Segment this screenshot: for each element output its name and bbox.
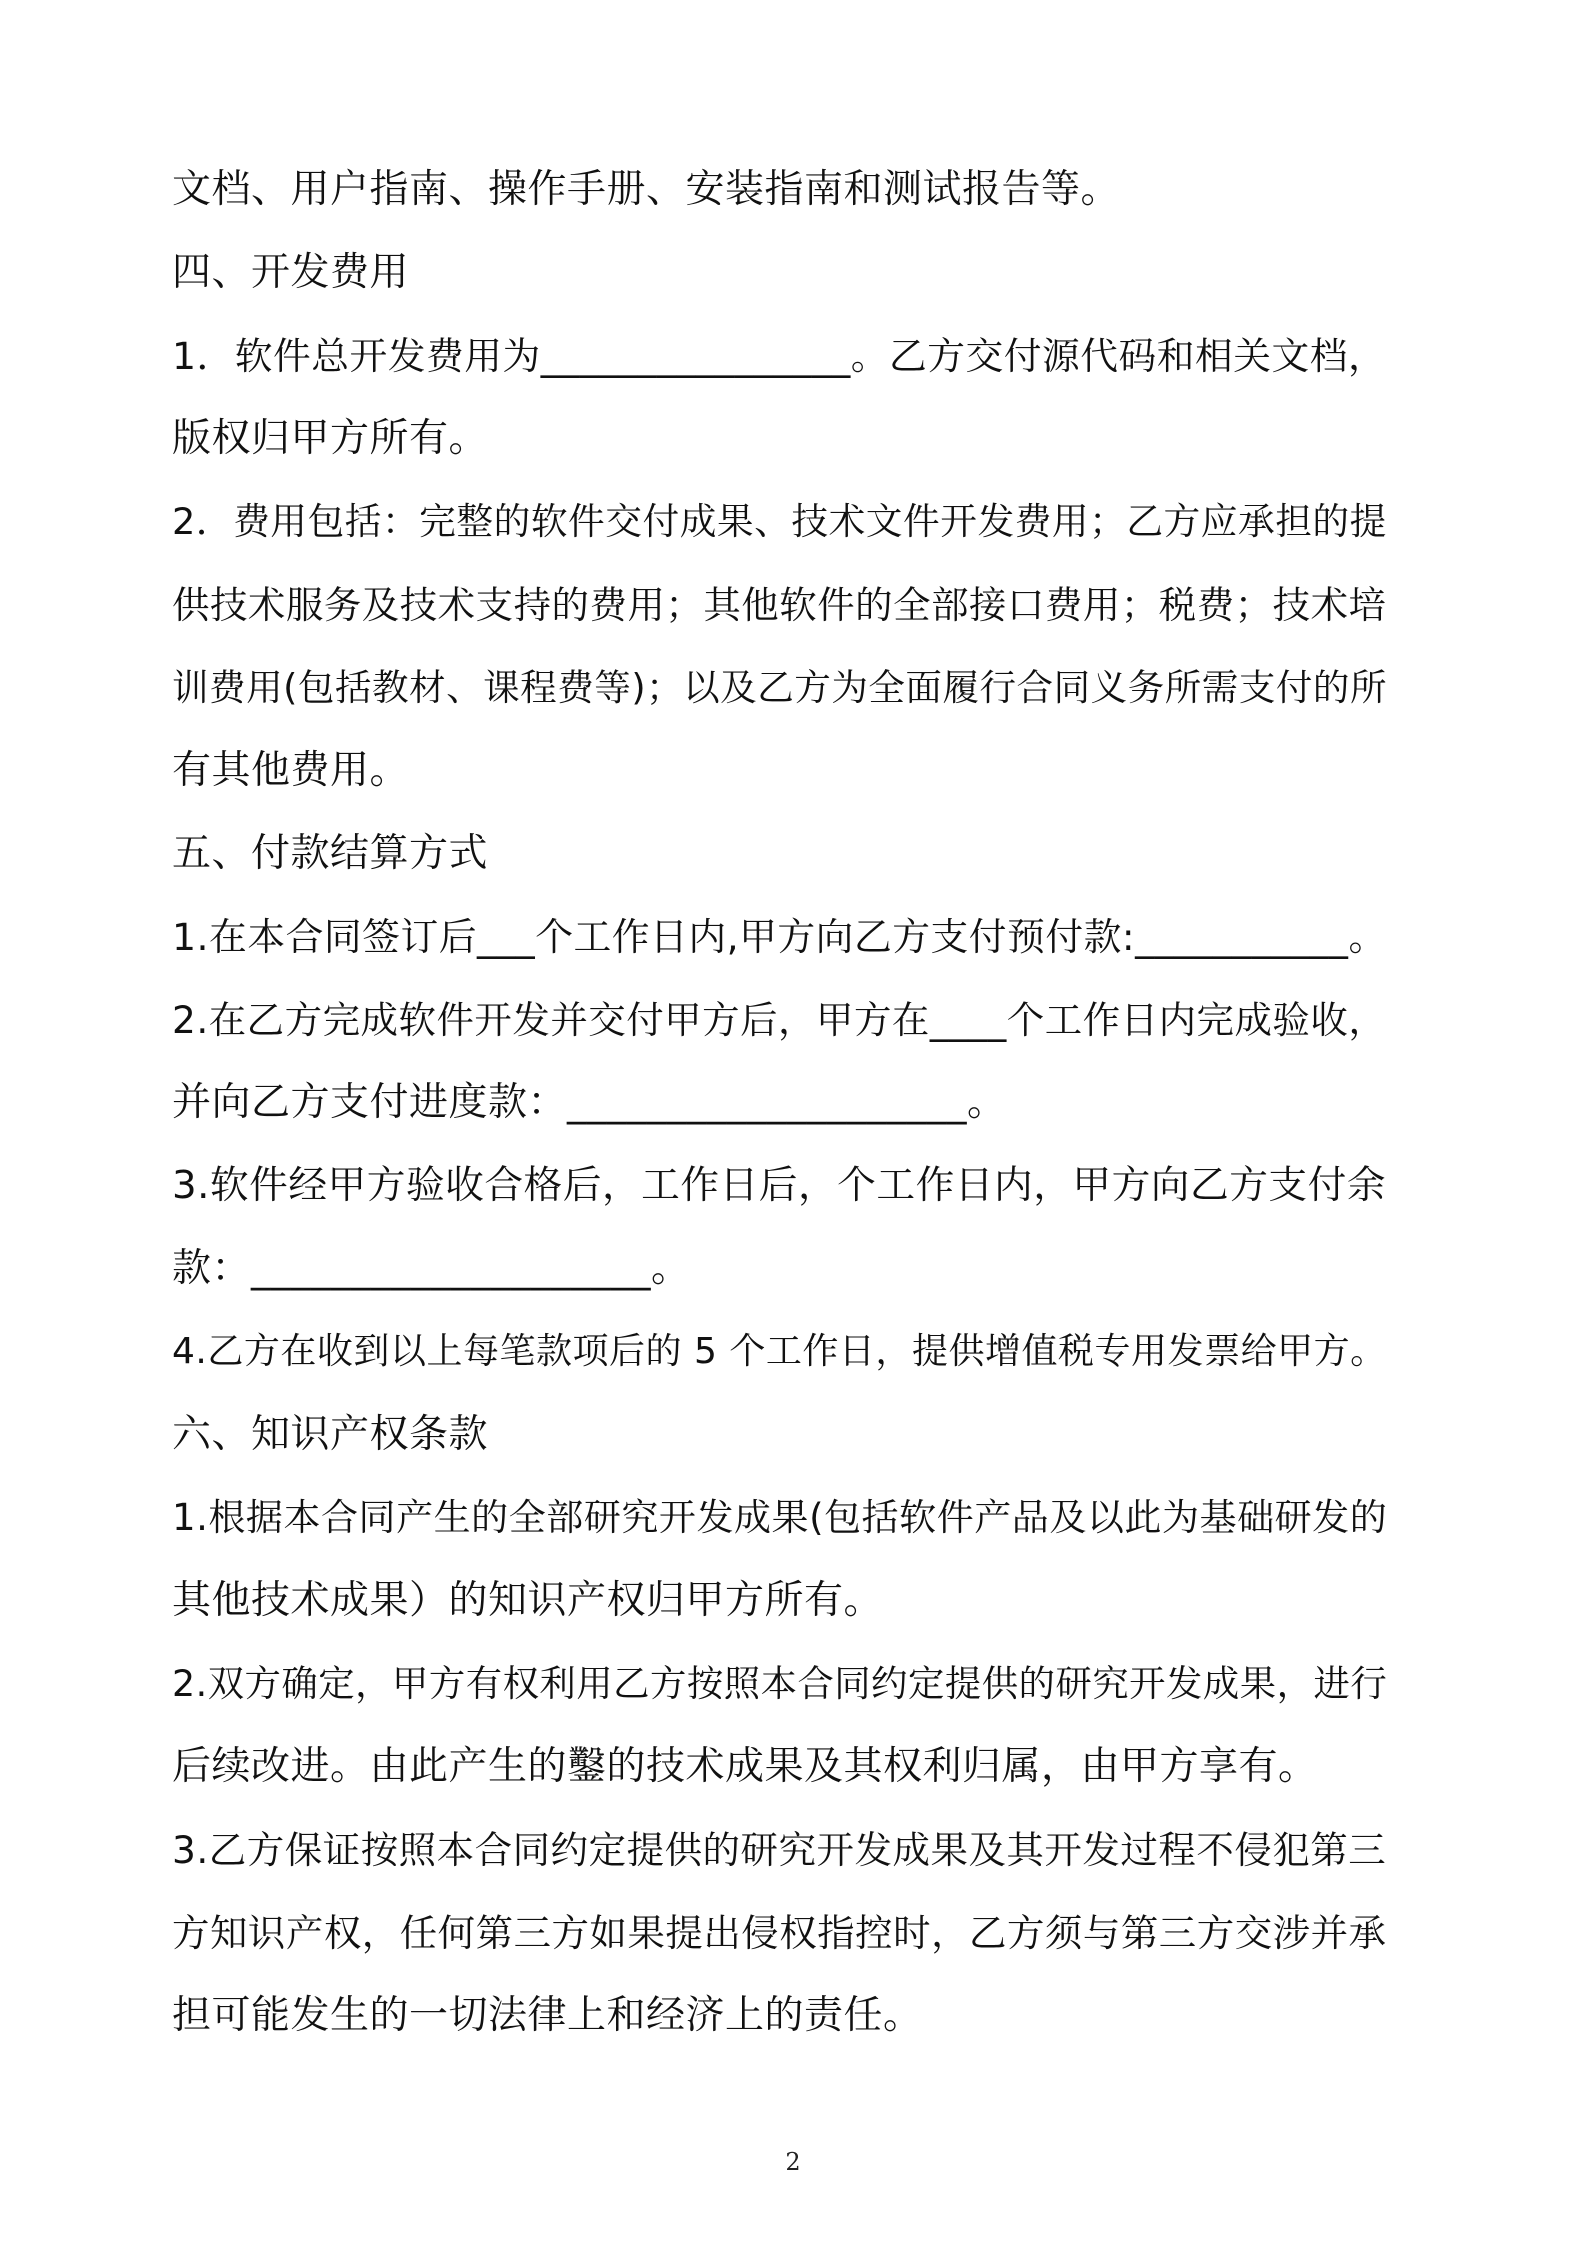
- text-line: 2．费用包括：完整的软件交付成果、技术文件开发费用；乙方应承担的提: [172, 500, 1387, 543]
- text-line: 并向乙方支付进度款：____________________。: [172, 1080, 1007, 1125]
- text-line: 训费用(包括教材、课程费等)；以及乙方为全面履行合同义务所需支付的所: [172, 666, 1388, 709]
- text-line: 担可能发生的一切法律上和经济上的责任。: [172, 1993, 923, 2038]
- text-line: 4.乙方在收到以上每笔款项后的 5 个工作日，提供增值税专用发票给甲方。: [172, 1331, 1387, 1372]
- text-line: 1.在本合同签订后___个工作日内,甲方向乙方支付预付款:___________。: [172, 915, 1387, 959]
- text-line: 供技术服务及技术支持的费用；其他软件的全部接口费用；税费；技术培: [172, 583, 1387, 627]
- section-heading: 四、开发费用: [172, 250, 410, 295]
- text-line: 2.双方确定，甲方有权利用乙方按照本合同约定提供的研究开发成果，进行: [172, 1662, 1388, 1705]
- section-heading: 五、付款结算方式: [172, 831, 489, 876]
- text-line: 文档、用户指南、操作手册、安装指南和测试报告等。: [172, 167, 1121, 212]
- text-line: 1.根据本合同产生的全部研究开发成果(包括软件产品及以此为基础研发的: [172, 1496, 1388, 1539]
- page-number: 2: [785, 2148, 801, 2176]
- text-line: 有其他费用。: [172, 748, 410, 793]
- text-line: 方知识产权，任何第三方如果提出侵权指控时，乙方须与第三方交涉并承: [172, 1911, 1387, 1955]
- text-line: 3.乙方保证按照本合同约定提供的研究开发成果及其开发过程不侵犯第三: [172, 1828, 1387, 1872]
- text-line: 版权归甲方所有。: [172, 416, 489, 461]
- text-line: 2.在乙方完成软件开发并交付甲方后，甲方在____个工作日内完成验收，: [172, 998, 1387, 1042]
- text-line: 1．软件总开发费用为________________。乙方交付源代码和相关文档，: [172, 334, 1387, 378]
- text-line: 后续改进。由此产生的鑿的技术成果及其权利归属，由甲方享有。: [172, 1744, 1318, 1789]
- text-line: 3.软件经甲方验收合格后，工作日后，个工作日内，甲方向乙方支付余: [172, 1163, 1387, 1208]
- section-heading: 六、知识产权条款: [172, 1412, 489, 1457]
- text-line: 款：____________________。: [172, 1246, 691, 1291]
- text-line: 其他技术成果）的知识产权归甲方所有。: [172, 1578, 884, 1623]
